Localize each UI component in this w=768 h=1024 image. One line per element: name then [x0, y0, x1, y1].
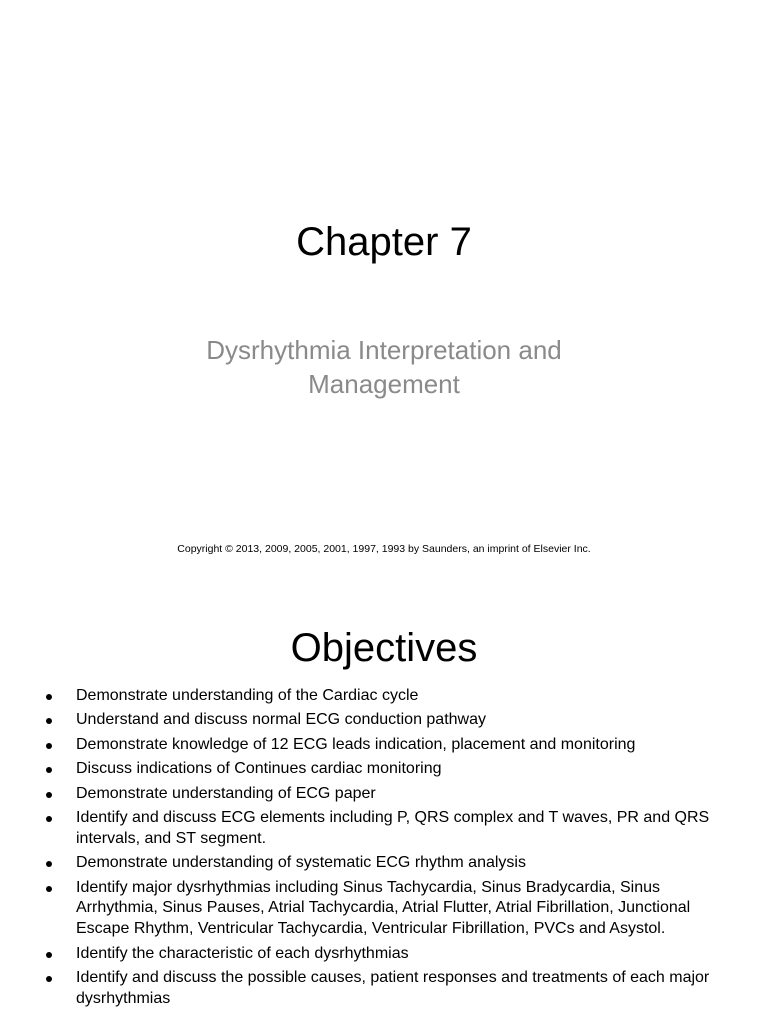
objectives-slide — [0, 576, 768, 1024]
bullet-icon — [46, 976, 52, 982]
objective-text: Understand and discuss normal ECG conduction pathway — [76, 711, 486, 729]
objective-text: Demonstrate understanding of systematic ECG rhythm analysis — [76, 854, 526, 872]
objective-item — [0, 784, 768, 805]
objectives-title: Objectives — [290, 626, 478, 670]
bullet-icon — [46, 694, 52, 700]
objective-text: Demonstrate understanding of ECG paper — [76, 784, 376, 802]
bullet-icon — [46, 952, 52, 958]
objective-item — [0, 878, 768, 940]
bullet-icon — [46, 792, 52, 798]
subtitle-line-1: Dysrhythmia Interpretation and — [206, 335, 562, 365]
objective-item — [0, 710, 768, 731]
objective-item — [0, 853, 768, 874]
objective-text: Discuss indications of Continues cardiac monitoring — [76, 760, 442, 778]
copyright-notice: Copyright © 2013, 2009, 2005, 2001, 1997, 1993 by Saunders, an imprint of Elsevier Inc. — [177, 543, 591, 555]
objective-item — [0, 968, 768, 1010]
objective-item — [0, 686, 768, 707]
objective-text: Identify major dysrhythmias including Sinus Tachycardia, Sinus Bradycardia, Sinus Arrhythmia, Sinus Pauses, Atrial Tachycardia, Atrial Flutter, Atrial Fibrillation, Junctional Escape Rhythm, Ventricular Tachycardia, Ventricular Fibrillation, PVCs and Asystol. — [76, 878, 691, 938]
objective-item — [0, 735, 768, 756]
objective-text: Identify and discuss the possible causes, patient responses and treatments of each major dysrhythmias — [76, 968, 710, 1007]
chapter-subtitle — [0, 333, 768, 401]
objective-item — [0, 944, 768, 965]
objective-text: Identify the characteristic of each dysrhythmias — [76, 944, 409, 962]
objective-text: Demonstrate understanding of the Cardiac cycle — [76, 687, 419, 704]
bullet-icon — [46, 886, 52, 892]
objective-text: Identify and discuss ECG elements including P, QRS complex and T waves, PR and QRS intervals, and ST segment. — [76, 808, 710, 847]
chapter-title: Chapter 7 — [296, 220, 472, 264]
objectives-list — [0, 686, 768, 1013]
objective-item — [0, 759, 768, 780]
bullet-icon — [46, 767, 52, 773]
bullet-icon — [46, 861, 52, 867]
objective-text: Demonstrate knowledge of 12 ECG leads indication, placement and monitoring — [76, 735, 636, 753]
bullet-icon — [46, 743, 52, 749]
bullet-icon — [46, 718, 52, 724]
subtitle-line-2: Management — [308, 369, 460, 399]
objective-item — [0, 808, 768, 850]
bullet-icon — [46, 816, 52, 822]
